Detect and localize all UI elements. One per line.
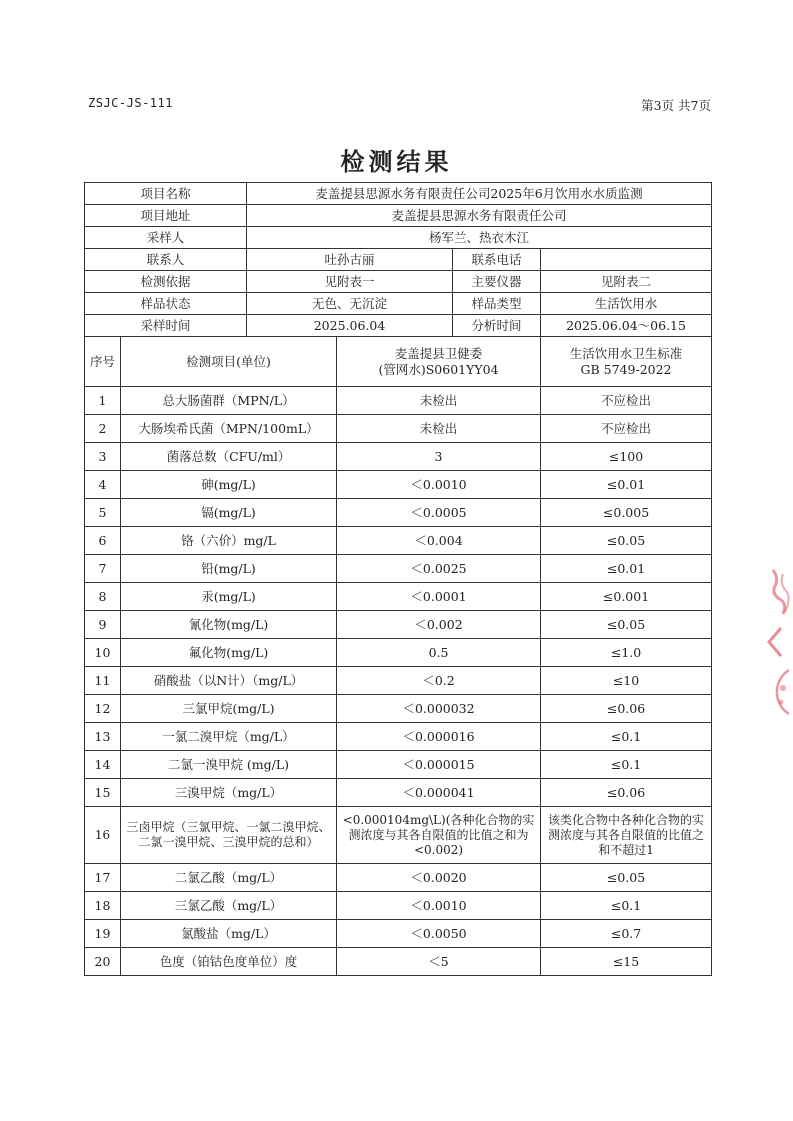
row-result: <0.000104mg\L)(各种化合物的实测浓度与其各自限值的比值之和为<0.002) (337, 807, 541, 864)
contact-value: 吐孙古丽 (247, 249, 453, 271)
sampler-value: 杨军兰、热衣木江 (247, 227, 712, 249)
row-no: 2 (85, 415, 121, 443)
col-header-standard-line2: GB 5749-2022 (580, 361, 672, 377)
row-result: ＜0.0005 (337, 499, 541, 527)
info-row-sampler (85, 227, 712, 249)
row-no: 10 (85, 639, 121, 667)
col-header-no: 序号 (85, 337, 121, 387)
row-no: 12 (85, 695, 121, 723)
row-result: ＜0.002 (337, 611, 541, 639)
row-no: 8 (85, 583, 121, 611)
row-no: 13 (85, 723, 121, 751)
row-result: 未检出 (337, 387, 541, 415)
sampler-label: 采样人 (85, 227, 247, 249)
row-item: 大肠埃希氏菌（MPN/100mL） (121, 415, 337, 443)
row-item: 硝酸盐（以N计）（mg/L） (121, 667, 337, 695)
table-row (85, 695, 712, 723)
row-limit: ≤100 (541, 443, 712, 471)
table-row (85, 751, 712, 779)
row-no: 1 (85, 387, 121, 415)
table-row (85, 387, 712, 415)
row-item: 三氯甲烷(mg/L) (121, 695, 337, 723)
row-limit: ≤1.0 (541, 639, 712, 667)
row-result: ＜0.000016 (337, 723, 541, 751)
contact-label: 联系人 (85, 249, 247, 271)
row-limit: ≤0.7 (541, 920, 712, 948)
table-row (85, 864, 712, 892)
col-header-standard-line1: 生活饮用水卫生标准 (569, 345, 683, 361)
row-item: 氯酸盐（mg/L） (121, 920, 337, 948)
row-result: 0.5 (337, 639, 541, 667)
row-item: 氟化物(mg/L) (121, 639, 337, 667)
sample-state-value: 无色、无沉淀 (247, 293, 453, 315)
row-no: 14 (85, 751, 121, 779)
col-header-sample (337, 337, 541, 387)
table-row (85, 920, 712, 948)
row-limit: ≤0.05 (541, 527, 712, 555)
row-result: ＜0.0050 (337, 920, 541, 948)
seal-ring-icon (759, 664, 793, 720)
project-name-label: 项目名称 (85, 183, 247, 205)
row-limit: ≤0.001 (541, 583, 712, 611)
row-item: 总大肠菌群（MPN/L） (121, 387, 337, 415)
table-row (85, 779, 712, 807)
row-result: ＜0.0025 (337, 555, 541, 583)
info-row-sample-state (85, 293, 712, 315)
row-item: 菌落总数（CFU/ml） (121, 443, 337, 471)
row-limit: ≤0.1 (541, 723, 712, 751)
row-item: 汞(mg/L) (121, 583, 337, 611)
info-row-project-address (85, 205, 712, 227)
row-limit: ≤0.06 (541, 695, 712, 723)
page-indicator: 第3页 共7页 (641, 98, 711, 113)
results-table (84, 182, 712, 976)
basis-label: 检测依据 (85, 271, 247, 293)
seal-arrow-icon (759, 624, 793, 660)
row-limit: ≤0.05 (541, 864, 712, 892)
row-limit: ≤15 (541, 948, 712, 976)
row-no: 17 (85, 864, 121, 892)
row-limit: 该类化合物中各种化合物的实测浓度与其各自限值的比值之和不超过1 (541, 807, 712, 864)
sampling-time-label: 采样时间 (85, 315, 247, 337)
row-result: ＜0.0010 (337, 892, 541, 920)
row-item: 色度（铂钴色度单位）度 (121, 948, 337, 976)
row-item: 镉(mg/L) (121, 499, 337, 527)
row-result: ＜0.000041 (337, 779, 541, 807)
instrument-label: 主要仪器 (453, 271, 541, 293)
project-name-value: 麦盖提县思源水务有限责任公司2025年6月饮用水水质监测 (247, 183, 712, 205)
analysis-time-label: 分析时间 (453, 315, 541, 337)
row-no: 20 (85, 948, 121, 976)
table-row (85, 948, 712, 976)
results-header-row (85, 337, 712, 387)
sampling-time-value: 2025.06.04 (247, 315, 453, 337)
info-row-contact (85, 249, 712, 271)
sample-state-label: 样品状态 (85, 293, 247, 315)
analysis-time-value: 2025.06.04～06.15 (541, 315, 712, 337)
table-row (85, 723, 712, 751)
row-result: ＜0.0020 (337, 864, 541, 892)
document-code: ZSJC-JS-111 (88, 96, 173, 110)
row-item: 二氯一溴甲烷 (mg/L) (121, 751, 337, 779)
phone-label: 联系电话 (453, 249, 541, 271)
row-result: ＜0.000015 (337, 751, 541, 779)
row-result: ＜0.2 (337, 667, 541, 695)
seal-fragment-icon (759, 566, 793, 618)
row-item: 铬（六价）mg/L (121, 527, 337, 555)
row-item: 氰化物(mg/L) (121, 611, 337, 639)
row-no: 18 (85, 892, 121, 920)
row-no: 16 (85, 807, 121, 864)
row-result: 未检出 (337, 415, 541, 443)
row-result: ＜0.000032 (337, 695, 541, 723)
project-address-label: 项目地址 (85, 205, 247, 227)
row-item: 一氯二溴甲烷（mg/L） (121, 723, 337, 751)
col-header-sample-line1: 麦盖提县卫健委 (394, 345, 483, 361)
row-limit: ≤0.01 (541, 555, 712, 583)
row-no: 6 (85, 527, 121, 555)
table-row (85, 639, 712, 667)
row-no: 3 (85, 443, 121, 471)
table-row (85, 527, 712, 555)
row-result: ＜0.0001 (337, 583, 541, 611)
table-row (85, 892, 712, 920)
info-row-basis (85, 271, 712, 293)
sample-type-label: 样品类型 (453, 293, 541, 315)
table-row (85, 443, 712, 471)
result-rows (85, 387, 712, 976)
col-header-standard (541, 337, 712, 387)
info-row-sampling-time (85, 315, 712, 337)
row-limit: 不应检出 (541, 387, 712, 415)
basis-value: 见附表一 (247, 271, 453, 293)
phone-value (541, 249, 712, 271)
col-header-item: 检测项目(单位) (121, 337, 337, 387)
row-item: 三氯乙酸（mg/L） (121, 892, 337, 920)
row-limit: ≤0.005 (541, 499, 712, 527)
table-row (85, 415, 712, 443)
row-no: 5 (85, 499, 121, 527)
row-limit: 不应检出 (541, 415, 712, 443)
row-result: ＜0.0010 (337, 471, 541, 499)
row-limit: ≤0.01 (541, 471, 712, 499)
row-no: 4 (85, 471, 121, 499)
table-row (85, 499, 712, 527)
table-row (85, 807, 712, 864)
row-item: 二氯乙酸（mg/L） (121, 864, 337, 892)
instrument-value: 见附表二 (541, 271, 712, 293)
row-limit: ≤0.05 (541, 611, 712, 639)
row-no: 19 (85, 920, 121, 948)
table-row (85, 583, 712, 611)
row-limit: ≤0.1 (541, 892, 712, 920)
row-item: 三溴甲烷（mg/L） (121, 779, 337, 807)
page-title: 检测结果 (340, 148, 453, 176)
row-no: 7 (85, 555, 121, 583)
row-no: 15 (85, 779, 121, 807)
table-row (85, 471, 712, 499)
row-item: 三卤甲烷（三氯甲烷、一氯二溴甲烷、二氯一溴甲烷、三溴甲烷的总和） (121, 807, 337, 864)
row-no: 9 (85, 611, 121, 639)
table-row (85, 667, 712, 695)
row-result: ＜0.004 (337, 527, 541, 555)
row-limit: ≤10 (541, 667, 712, 695)
table-row (85, 611, 712, 639)
project-address-value: 麦盖提县思源水务有限责任公司 (247, 205, 712, 227)
row-limit: ≤0.1 (541, 751, 712, 779)
row-item: 铅(mg/L) (121, 555, 337, 583)
row-item: 砷(mg/L) (121, 471, 337, 499)
info-row-project-name (85, 183, 712, 205)
row-result: ＜5 (337, 948, 541, 976)
sample-type-value: 生活饮用水 (541, 293, 712, 315)
col-header-sample-line2: (管网水)S0601YY04 (378, 361, 499, 377)
row-result: 3 (337, 443, 541, 471)
row-limit: ≤0.06 (541, 779, 712, 807)
row-no: 11 (85, 667, 121, 695)
table-row (85, 555, 712, 583)
